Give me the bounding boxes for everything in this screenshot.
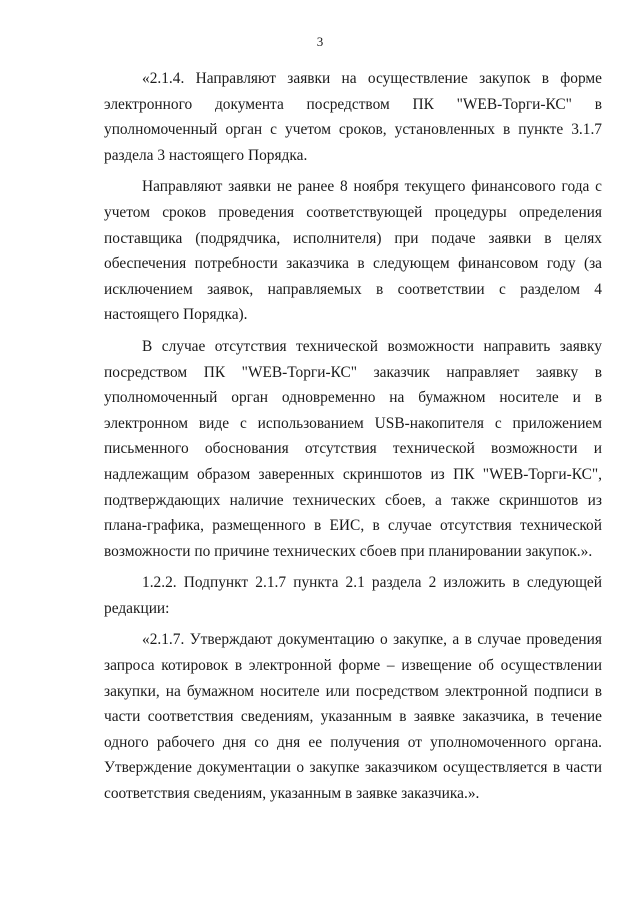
paragraph-no-technical-possibility: В случае отсутствия технической возможности направить заявку посредством ПК "WEB-Торги-КС" заказчик направляет заявку в уполномоченный орган одновременно на бумажном носителе и в электронном виде с использованием USB-накопителя с приложением письменного обоснования отсутствия технической возможности и надлежащим образом заверенных скриншотов из ПК "WEB-Торги-КС", подтверждающих наличие технических сбоев, а также скриншотов из плана-графика, размещенного в ЕИС, в случае отсутствия технической возможности по причине технических сбоев при планировании закупок.». <box>104 337 602 560</box>
paragraph-1-2-2: 1.2.2. Подпункт 2.1.7 пункта 2.1 раздела 2 изложить в следующей редакции: <box>104 574 602 617</box>
document-body <box>104 66 602 807</box>
paragraph-2-1-7: «2.1.7. Утверждают документацию о закупке, а в случае проведения запроса котировок в электронной форме – извещение об осуществлении закупки, на бумажном носителе или посредством электронной подписи в части соответствия сведениям, указанным в заявке заказчика, в течение одного рабочего дня со дня ее получения от уполномоченного органа. Утверждение документации о закупке заказчиком осуществляется в части соответствия сведениям, указанным в заявке заказчика.». <box>104 631 602 803</box>
paragraph-deadline: Направляют заявки не ранее 8 ноября текущего финансового года с учетом сроков проведения соответствующей процедуры определения поставщика (подрядчика, исполнителя) при подаче заявки в целях обеспечения потребности заказчика в следующем финансовом году (за исключением заявок, направляемых в соответствии с разделом 4 настоящего Порядка). <box>104 178 602 324</box>
paragraph-2-1-4: «2.1.4. Направляют заявки на осуществление закупок в форме электронного документа посредством ПК "WEB-Торги-КС" в уполномоченный орган с учетом сроков, установленных в пункте 3.1.7 раздела 3 настоящего Порядка. <box>104 70 602 164</box>
page-number: 3 <box>316 34 324 49</box>
